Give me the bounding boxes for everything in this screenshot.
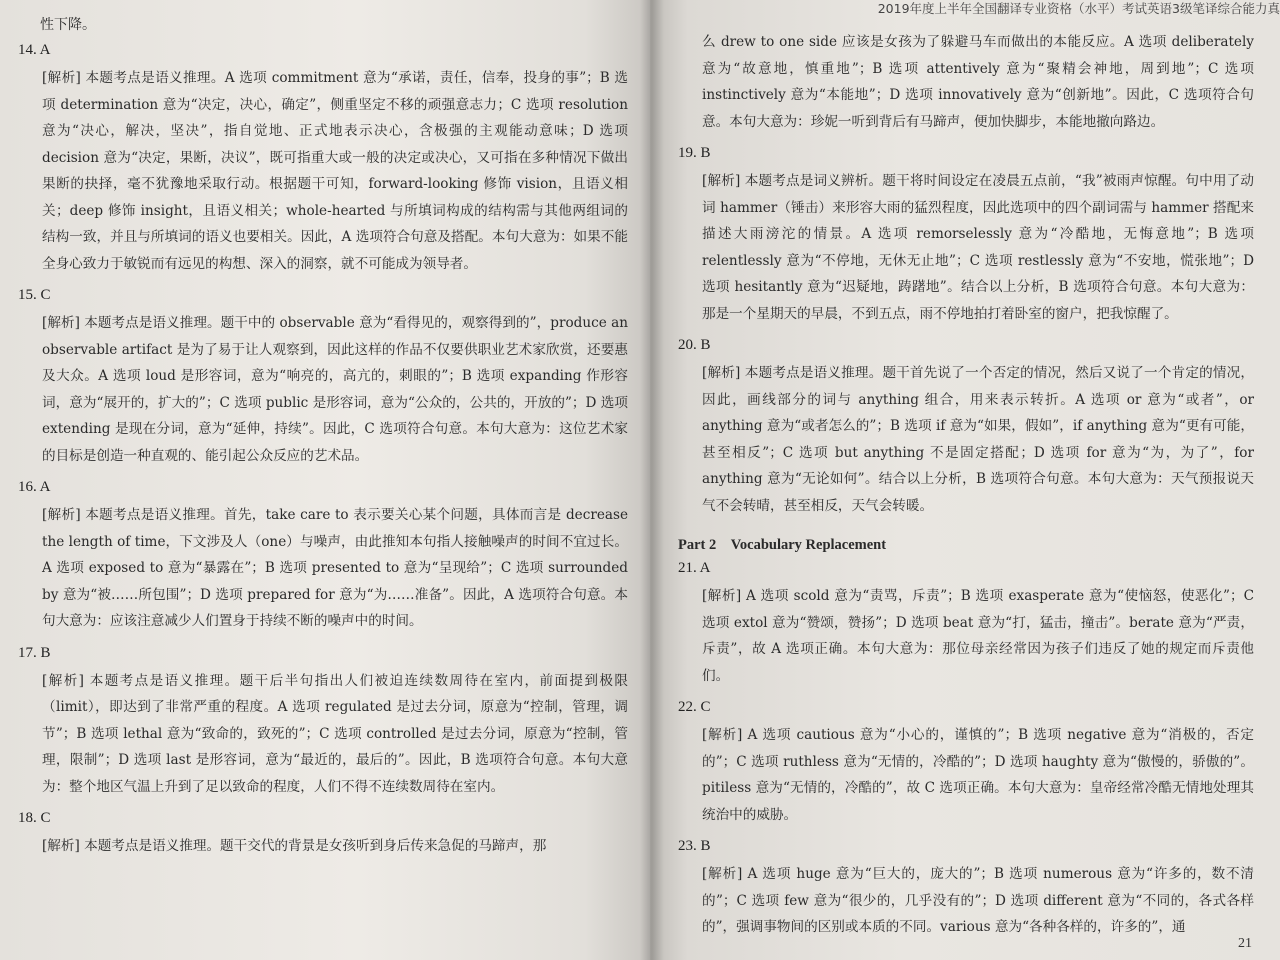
book-gutter-shadow [640, 0, 664, 960]
answer-item-22 [678, 699, 1254, 828]
answer-number: 16. A [18, 479, 51, 495]
answer-item-14 [18, 42, 628, 277]
answer-explanation: [解析] A 选项 cautious 意为“小心的，谨慎的”；B 选项 negative 意为“消极的，否定的”；C 选项 ruthless 意为“无情的，冷酷的”；D 选项 haughty 意为“傲慢的，骄傲的”。pitiless 意为“无情的，冷酷的”，故 C 选项正确。本句大意为：皇帝经常冷酷无情地处理其统治中的威胁。 [702, 727, 1254, 823]
right-page [650, 0, 1280, 960]
answer-number: 20. B [678, 337, 711, 353]
answer-explanation: [解析] 本题考点是语义推理。首先，take care to 表示要关心某个问题，具体而言是 decrease the length of time，下文涉及人（one）与噪声，由此推知本句指人接触噪声的时间不宜过长。A 选项 exposed to 意为“暴露在”；B 选项 presented to 意为“呈现给”；C 选项 surrounded by 意为“被……所包围”；D 选项 prepared for 意为“为……准备”。因此，A 选项符合句意。本句大意为：应该注意减少人们置身于持续不断的噪声中的时间。 [42, 507, 628, 629]
answer-number: 14. A [18, 42, 51, 58]
answer-item-23 [678, 838, 1254, 941]
left-top-fragment: 性下降。 [40, 17, 96, 33]
answer-explanation: [解析] 本题考点是语义推理。题干首先说了一个否定的情况，然后又说了一个肯定的情况，因此，画线部分的词与 anything 组合，用来表示转折。A 选项 or 意为“或者”，or anything 意为“或者怎么的”；B 选项 if 意为“如果，假如”，if anything 意为“更有可能，甚至相反”；C 选项 but anything 不是固定搭配；D 选项 for 意为“为，为了”，for anything 意为“无论如何”。结合以上分析，B 选项符合句意。本句大意为：天气预报说天气不会转晴，甚至相反，天气会转暖。 [702, 365, 1254, 514]
answer-item-20 [678, 337, 1254, 519]
answer-explanation: [解析] 本题考点是语义推理。题干中的 observable 意为“看得见的，观察得到的”，produce an observable artifact 是为了易于让人观察到，因此这样的作品不仅要供职业艺术家欣赏，还要惠及大众。A 选项 loud 是形容词，意为“响亮的，高亢的，刺眼的”；B 选项 expanding 作形容词，意为“展开的，扩大的”；C 选项 public 是形容词，意为“公众的，公共的，开放的”；D 选项 extending 是现在分词，意为“延伸，持续”。因此，C 选项符合句意。本句大意为：这位艺术家的目标是创造一种直观的、能引起公众反应的艺术品。 [42, 315, 628, 464]
answer-item-18 [18, 810, 628, 860]
right-top-fragment: 么 drew to one side 应该是女孩为了躲避马车而做出的本能反应。A 选项 deliberately 意为“故意地，慎重地”；B 选项 attentively 意为“聚精会神地，周到地”；C 选项 instinctively 意为“本能地”；D 选项 innovatively 意为“创新地”。因此，C 选项符合句意。本句大意为：珍妮一听到背后有马蹄声，便加快脚步，本能地撤向路边。 [702, 34, 1254, 130]
answer-item-16 [18, 479, 628, 635]
answer-item-17 [18, 645, 628, 801]
answer-number: 19. B [678, 145, 711, 161]
answer-number: 23. B [678, 838, 711, 854]
answer-explanation: [解析] A 选项 scold 意为“责骂，斥责”；B 选项 exasperate 意为“使恼怒，使恶化”；C 选项 extol 意为“赞颂，赞扬”；D 选项 beat 意为“打，猛击，撞击”。berate 意为“严责，斥责”，故 A 选项正确。本句大意为：那位母亲经常因为孩子们违反了她的规定而斥责他们。 [702, 588, 1254, 684]
page-number: 21 [1238, 936, 1252, 951]
answer-explanation: [解析] 本题考点是词义辨析。题干将时间设定在凌晨五点前，“我”被雨声惊醒。句中用了动词 hammer（锤击）来形容大雨的猛烈程度，因此选项中的四个副词需与 hammer 搭配来描述大雨滂沱的情景。A 选项 remorselessly 意为“冷酷地，无悔意地”；B 选项 relentlessly 意为“不停地，无休无止地”；C 选项 restlessly 意为“不安地，慌张地”；D 选项 hesitantly 意为“迟疑地，踌躇地”。结合以上分析，B 选项符合句意。本句大意为：那是一个星期天的早晨，不到五点，雨不停地拍打着卧室的窗户，把我惊醒了。 [702, 173, 1254, 322]
answer-number: 15. C [18, 287, 51, 303]
answer-item-21 [678, 560, 1254, 689]
answer-explanation: [解析] 本题考点是语义推理。题干交代的背景是女孩听到身后传来急促的马蹄声，那 [42, 838, 547, 854]
answer-number: 22. C [678, 699, 711, 715]
running-header: 2019年度上半年全国翻译专业资格（水平）考试英语3级笔译综合能力真 [877, 1, 1280, 16]
answer-explanation: [解析] 本题考点是语义推理。题干后半句指出人们被迫连续数周待在室内，前面提到极限（limit），即达到了非常严重的程度。A 选项 regulated 是过去分词，原意为“控制，管理，调节”；B 选项 lethal 意为“致命的，致死的”；C 选项 controlled 是过去分词，原意为“控制，管理，限制”；D 选项 last 是形容词，意为“最近的，最后的”。因此，B 选项符合句意。本句大意为：整个地区气温上升到了足以致命的程度，人们不得不连续数周待在室内。 [42, 672, 628, 795]
answer-number: 21. A [678, 560, 711, 576]
answer-explanation: [解析] 本题考点是语义推理。A 选项 commitment 意为“承诺，责任，信奉，投身的事”；B 选项 determination 意为“决定，决心，确定”，侧重坚定不移的顽强意志力；C 选项 resolution 意为“决心，解决，坚决”，指自觉地、正式地表示决心，含极强的主观能动意味；D 选项 decision 意为“决定，果断，决议”，既可指重大或一般的决定或决心，又可指在多种情况下做出果断的抉择，毫不犹豫地采取行动。根据题干可知，forward-looking 修饰 vision，且语义相关；deep 修饰 insight，且语义相关；whole-hearted 与所填词构成的结构需与其他两组词的结构一致，并且与所填词的语义也要相关。因此，A 选项符合句意及搭配。本句大意为：如果不能全身心致力于敏锐而有远见的构想、深入的洞察，就不可能成为领导者。 [42, 70, 628, 272]
answer-item-15 [18, 287, 628, 469]
part-heading: Part 2 Vocabulary Replacement [678, 537, 887, 553]
answer-number: 17. B [18, 644, 51, 661]
answer-item-19 [678, 145, 1254, 327]
answer-explanation: [解析] A 选项 huge 意为“巨大的，庞大的”；B 选项 numerous 意为“许多的，数不清的”；C 选项 few 意为“很少的，几乎没有的”；D 选项 different 意为“不同的，各式各样的”，强调事物间的区别或本质的不同。various 意为“各种各样的，许多的”，通 [702, 866, 1254, 935]
answer-number: 18. C [18, 810, 51, 826]
